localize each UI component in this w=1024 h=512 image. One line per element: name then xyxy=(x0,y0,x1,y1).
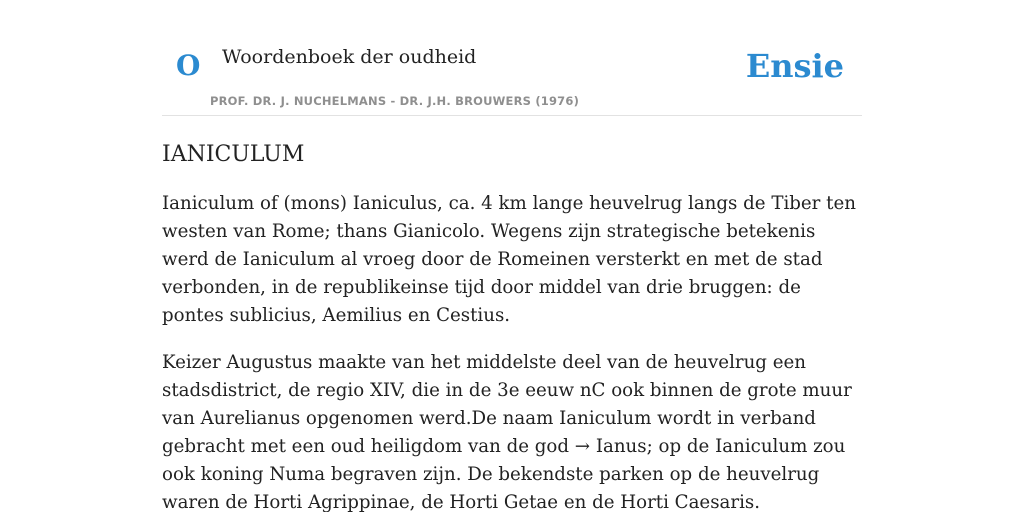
paragraph-2-text-start: Keizer Augustus maakte van het middelste deel van de heuvelrug een stadsdistrict, de regio XIV, die in de 3e eeuw nC ook binnen de grote muur van Aurelianus opgenomen werd.De naam Ianiculum wordt in verband gebracht met een oud heiligdom van de god xyxy=(162,352,852,458)
article-page xyxy=(162,0,862,512)
entry-paragraph-2 xyxy=(162,349,862,512)
entry-body xyxy=(162,190,862,512)
ensie-logo[interactable]: Ensie xyxy=(745,47,844,85)
entry-paragraph-1: Ianiculum of (mons) Ianiculus, ca. 4 km lange heuvelrug langs de Tiber ten westen van Rome; thans Gianicolo. Wegens zijn strategische betekenis werd de Ianiculum al vroeg door de Romeinen versterkt en met de stad verbonden, in de republikeinse tijd door middel van drie bruggen: de pontes sublicius, Aemilius en Cestius. xyxy=(162,193,856,327)
book-letter-badge[interactable]: O xyxy=(176,49,201,82)
entry-title: IANICULUM xyxy=(162,142,305,167)
ianus-cross-reference-link[interactable]: → Ianus xyxy=(574,436,647,458)
book-title-link[interactable]: Woordenboek der oudheid xyxy=(222,46,477,68)
paragraph-2-text-end: ; op de Ianiculum zou ook koning Numa begraven zijn. De bekendste parken op de heuvelrug waren de Horti Agrippinae, de Horti Getae en de Horti Caesaris. xyxy=(162,436,846,512)
book-header xyxy=(162,0,862,116)
book-authors: PROF. DR. J. NUCHELMANS - DR. J.H. BROUWERS (1976) xyxy=(210,94,580,108)
